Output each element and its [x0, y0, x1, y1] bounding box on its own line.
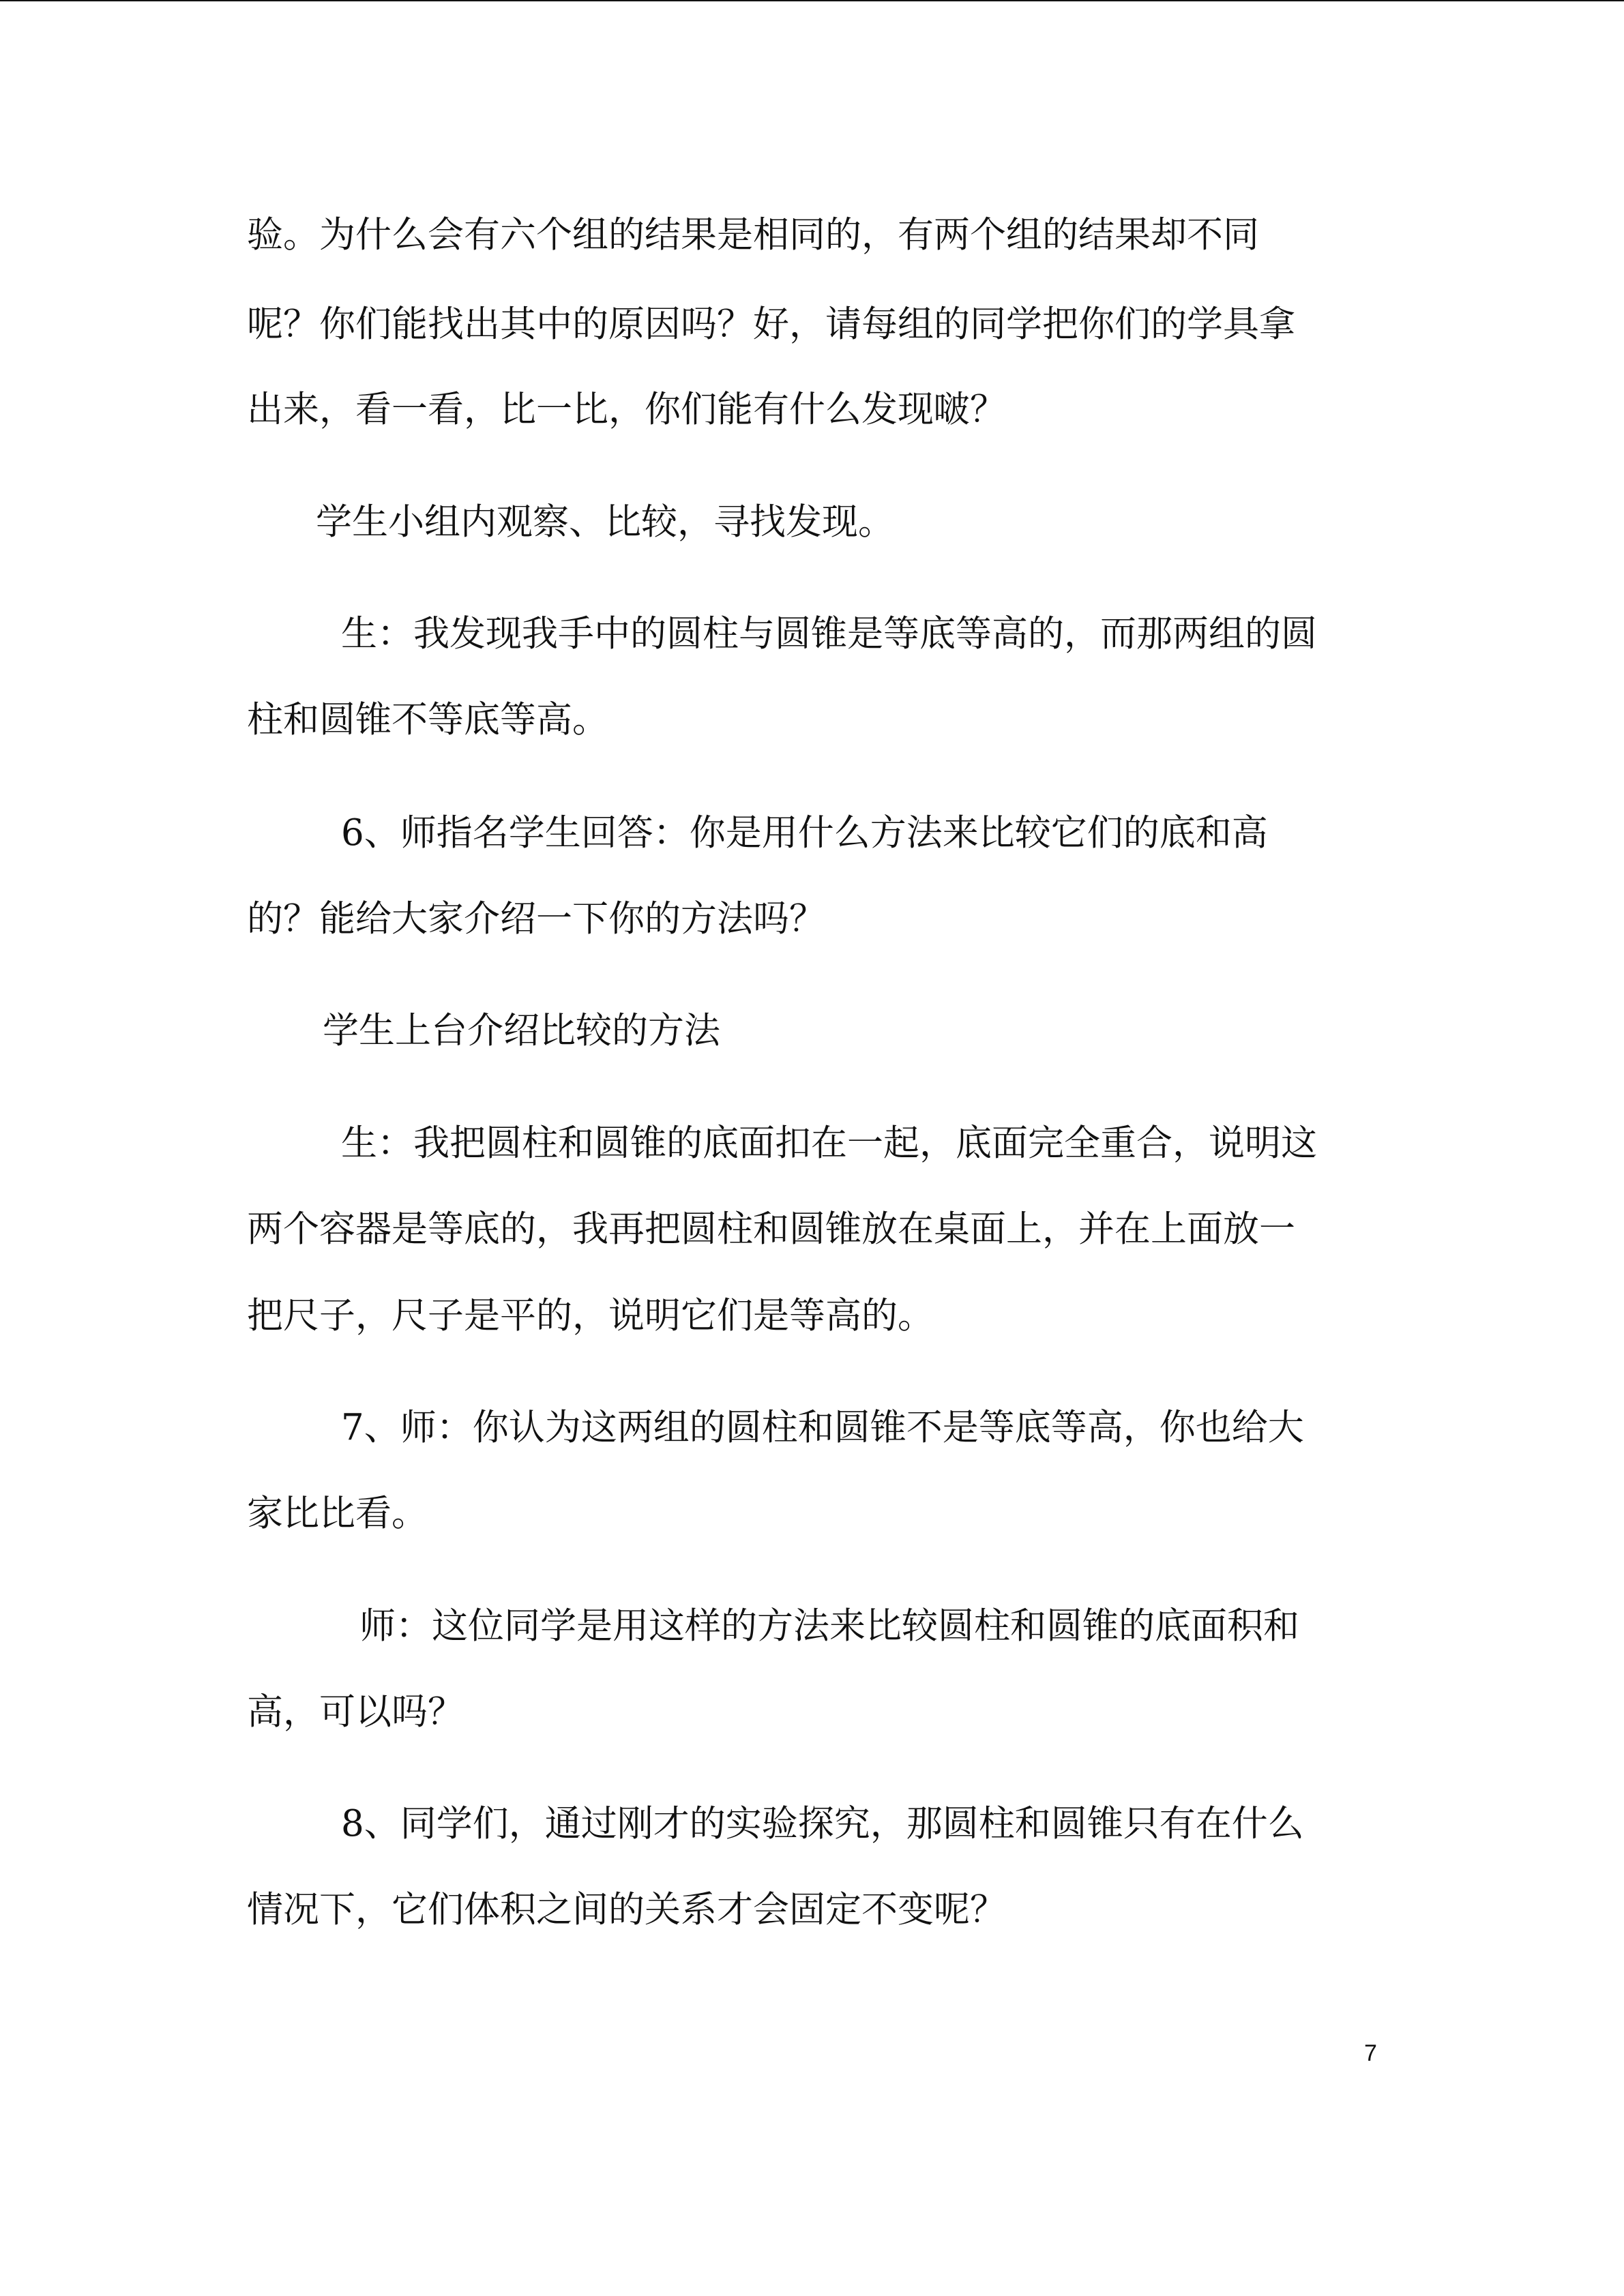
- paragraph-6-line-3: 把尺子，尺子是平的，说明它们是等高的。: [247, 1295, 934, 1337]
- paragraph-5-line-1: 学生上台介绍比较的方法: [323, 1010, 720, 1052]
- page-number: 7: [1364, 2040, 1377, 2066]
- paragraph-3-line-1: 生：我发现我手中的圆柱与圆锥是等底等高的，而那两组的圆: [341, 613, 1317, 655]
- paragraph-1-line-3: 出来，看一看，比一比，你们能有什么发现啵？: [247, 389, 1006, 430]
- paragraph-9-line-1: 8、同学们，通过刚才的实验探究，那圆柱和圆锥只有在什么: [341, 1803, 1304, 1845]
- paragraph-7-line-2: 家比比看。: [247, 1493, 428, 1534]
- paragraph-8-line-1: 师：这位同学是用这样的方法来比较圆柱和圆锥的底面积和: [359, 1605, 1299, 1647]
- paragraph-1-line-2: 呢？你们能找出其中的原因吗？好，请每组的同学把你们的学具拿: [247, 303, 1295, 345]
- paragraph-3-line-2: 柱和圆锥不等底等高。: [247, 699, 608, 741]
- paragraph-1-line-1: 验。为什么会有六个组的结果是相同的，有两个组的结果却不同: [247, 214, 1259, 256]
- paragraph-9-line-2: 情况下，它们体积之间的关系才会固定不变呢？: [247, 1889, 1006, 1930]
- paragraph-2-line-1: 学生小组内观察、比较，寻找发现。: [316, 501, 894, 543]
- paragraph-7-line-1: 7、师：你认为这两组的圆柱和圆锥不是等底等高，你也给大: [341, 1407, 1304, 1448]
- paragraph-6-line-2: 两个容器是等底的，我再把圆柱和圆锥放在桌面上，并在上面放一: [247, 1208, 1295, 1250]
- paragraph-8-line-2: 高，可以吗？: [247, 1691, 464, 1733]
- paragraph-4-line-1: 6、师指名学生回答：你是用什么方法来比较它们的底和高: [341, 812, 1268, 854]
- paragraph-4-line-2: 的？能给大家介绍一下你的方法吗？: [247, 898, 825, 940]
- paragraph-6-line-1: 生：我把圆柱和圆锥的底面扣在一起，底面完全重合，说明这: [341, 1122, 1317, 1164]
